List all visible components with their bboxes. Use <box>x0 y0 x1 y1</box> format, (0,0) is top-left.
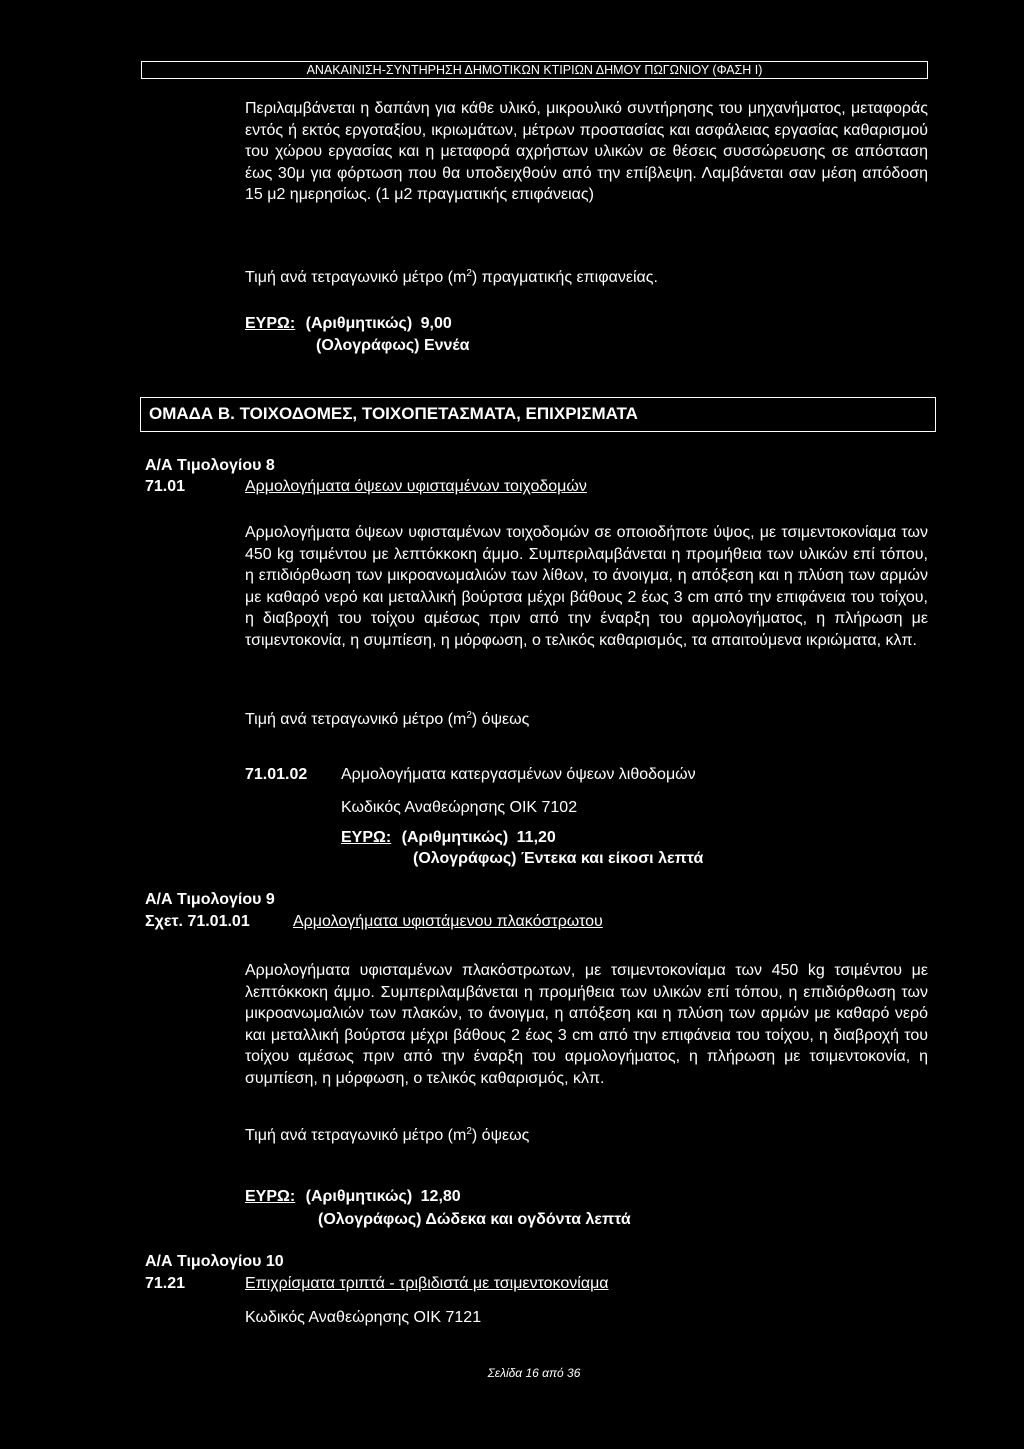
item9-price-words <box>318 1210 631 1230</box>
unit-text-post: ) πραγματικής επιφανείας. <box>471 269 658 286</box>
item9-unit-line <box>245 1126 529 1146</box>
item9-price-numeric <box>245 1187 461 1207</box>
item10-code: 71.21 <box>145 1275 186 1292</box>
numeric-label: (Αριθμητικώς) <box>305 1188 413 1205</box>
page-number: Σελίδα 16 από 36 <box>487 1366 581 1380</box>
item9-aa: Α/Α Τιμολογίου 9 <box>145 891 275 908</box>
item10-revision: Κωδικός Αναθεώρησης ΟΙΚ 7121 <box>245 1309 482 1326</box>
item8-price-numeric <box>341 828 556 848</box>
numeric-value: 9,00 <box>420 315 452 332</box>
unit-text-pre: Τιμή ανά τετραγωνικό μέτρο (m <box>245 711 467 728</box>
unit-superscript: 2 <box>466 710 472 721</box>
numeric-label: (Αριθμητικώς) <box>401 829 509 846</box>
words-label: (Ολογράφως) <box>316 337 420 354</box>
intro-price-numeric <box>245 314 452 334</box>
words-value: Δώδεκα και ογδόντα λεπτά <box>425 1211 631 1228</box>
item10-aa: Α/Α Τιμολογίου 10 <box>145 1253 284 1270</box>
item8-code: 71.01 <box>145 478 186 495</box>
unit-text-post: ) όψεως <box>471 1127 530 1144</box>
item8-title: Αρμολογήματα όψεων υφισταμένων τοιχοδομών <box>245 478 587 495</box>
group-title: ΟΜΑΔΑ Β. ΤΟΙΧΟΔΟΜΕΣ, ΤΟΙΧΟΠΕΤΑΣΜΑΤΑ, ΕΠΙΧΡΙΣΜΑΤΑ <box>140 397 936 432</box>
numeric-label: (Αριθμητικώς) <box>305 315 413 332</box>
words-label: (Ολογράφως) <box>318 1211 422 1228</box>
unit-text-pre: Τιμή ανά τετραγωνικό μέτρο (m <box>245 269 467 286</box>
unit-text-pre: Τιμή ανά τετραγωνικό μέτρο (m <box>245 1127 467 1144</box>
item8-description: Αρμολογήματα όψεων υφισταμένων τοιχοδομών σε οποιοδήποτε ύψος, με τσιμεντοκονίαμα των 450 kg τσιμέντου με λεπτόκκοκη άμμο. Συμπεριλαμβάνεται η προμήθεια των υλικών επί τόπου, η επιδιόρθωση των μικροανωμαλιών των λίθων, το άνοιγμα, η απόξεση και η πλύση των αρμών με καθαρό νερό και μεταλλική βούρτσα μέχρι βάθους 2 έως 3 cm από την επιφάνεια του τοίχου, η διαβροχή του τοίχου αμέσως πριν από την έναρξη του αρμολογήματος, η πλήρωση με τσιμεντοκονία, η συμπίεση, η μόρφωση, ο τελικός καθαρισμός, τα απαιτούμενα ικριώματα, κλπ. <box>245 524 928 649</box>
unit-text-post: ) όψεως <box>471 711 530 728</box>
item9-title: Αρμολογήματα υφιστάμενου πλακόστρωτου <box>293 913 603 930</box>
intro-unit-line <box>245 268 658 288</box>
words-value: Έντεκα και είκοσι λεπτά <box>520 850 704 867</box>
unit-superscript: 2 <box>466 1126 472 1137</box>
intro-paragraph: Περιλαμβάνεται η δαπάνη για κάθε υλικό, μικρουλικό συντήρησης του μηχανήματος, μεταφοράς εντός ή εκτός εργοταξίου, ικριωμάτων, μέτρων προστασίας και ασφάλειας εργασίας καθαρισμού του χώρου εργασίας και η μεταφορά αχρήστων υλικών σε θέσεις συσσώρευσης σε απόσταση έως 30μ για φόρτωση που θα υποδειχθούν από την επίβλεψη. Λαμβάνεται σαν μέση απόδοση 15 μ2 ημερησίως. (1 μ2 πραγματικής επιφάνειας) <box>245 100 928 204</box>
item9-description: Αρμολογήματα υφισταμένων πλακόστρωτων, με τσιμεντοκονίαμα των 450 kg τσιμέντου με λεπτόκκοκη άμμο. Συμπεριλαμβάνεται η προμήθεια των υλικών επί τόπου, η επιδιόρθωση των μικροανωμαλιών των πλακών, το άνοιγμα, η απόξεση και η πλύση των αρμών με καθαρό νερό και μεταλλική βούρτσα μέχρι βάθους 2 έως 3 cm από την επιφάνεια του τοίχου, η διαβροχή του τοίχου αμέσως πριν από την έναρξη του αρμολογήματος, η πλήρωση με τσιμεντοκονία, η συμπίεση, η μόρφωση, ο τελικός καθαρισμός, κλπ. <box>245 962 928 1087</box>
item10-title: Επιχρίσματα τριπτά - τριβιδιστά με τσιμεντοκονίαμα <box>245 1275 609 1292</box>
euro-label: ΕΥΡΩ: <box>245 315 296 332</box>
euro-label: ΕΥΡΩ: <box>245 1188 296 1205</box>
numeric-value: 11,20 <box>516 829 556 846</box>
item8-revision: Κωδικός Αναθεώρησης ΟΙΚ 7102 <box>341 799 578 816</box>
document-header: ΑΝΑΚΑΙΝΙΣΗ-ΣΥΝΤΗΡΗΣΗ ΔΗΜΟΤΙΚΩΝ ΚΤΙΡΙΩΝ ΔΗΜΟΥ ΠΩΓΩΝΙΟΥ (ΦΑΣΗ Ι) <box>141 61 928 79</box>
item8-aa: Α/Α Τιμολογίου 8 <box>145 457 275 474</box>
intro-price-words <box>316 336 469 356</box>
unit-superscript: 2 <box>466 268 472 279</box>
item8-unit-line <box>245 710 529 730</box>
item8-sub-title: Αρμολογήματα κατεργασμένων όψεων λιθοδομών <box>341 766 696 783</box>
item8-sub-code: 71.01.02 <box>245 766 308 783</box>
euro-label: ΕΥΡΩ: <box>341 829 392 846</box>
item9-code: Σχετ. 71.01.01 <box>145 913 250 930</box>
words-label: (Ολογράφως) <box>413 850 517 867</box>
words-value: Εννέα <box>423 337 470 354</box>
numeric-value: 12,80 <box>420 1188 461 1205</box>
item8-price-words <box>413 849 703 869</box>
